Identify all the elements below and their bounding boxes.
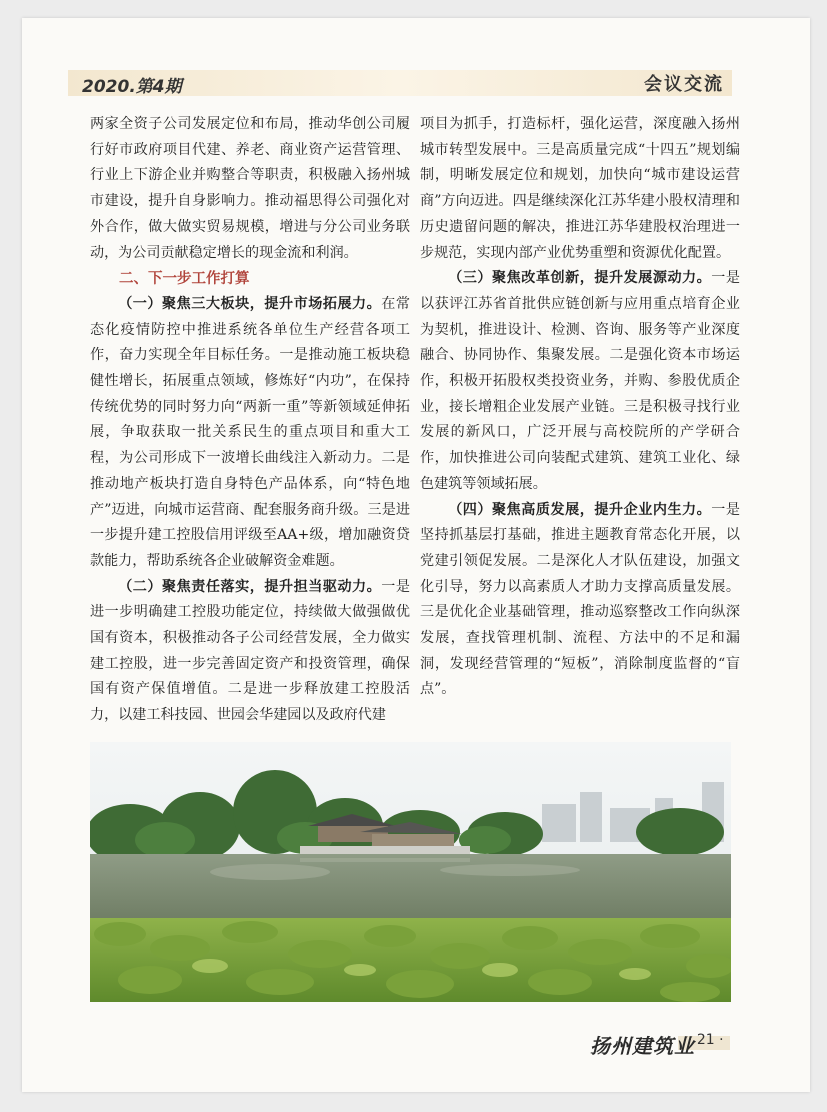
left-paragraph-3 xyxy=(90,575,410,729)
paragraph-body: 一是进一步明确建工控股功能定位，持续做大做强做优国有资本，积极推动各子公司经营发展，全力做实建工控股，进一步完善固定资产和投资管理，确保国有资产保值增值。二是进一步释放建工控股活力，以建工科技园、世园会华建园以及政府代建 xyxy=(90,578,411,724)
right-column xyxy=(420,112,740,703)
magazine-brand: 扬州建筑业 xyxy=(590,1034,695,1058)
section-heading: 二、下一步工作打算 xyxy=(119,270,250,288)
lake-pavilion-lotus-photo xyxy=(90,742,731,1002)
paragraph-lead: （一）聚焦三大板块，提升市场拓展力。 xyxy=(118,295,382,312)
paragraph-lead: （二）聚焦责任落实，提升担当驱动力。 xyxy=(118,578,382,595)
photo-illustration xyxy=(90,742,731,1002)
section-title: 会议交流 xyxy=(644,74,724,95)
left-column xyxy=(90,112,410,729)
left-paragraph-1: 两家全资子公司发展定位和布局，推动华创公司履行好市政府项目代建、养老、商业资产运营管理、行业上下游企业并购整合等职责，积极融入扬州城市建设，提升自身影响力。推动福思得公司强化对外合作，做大做实贸易规模，增进与分公司业务联动，为公司贡献稳定增长的现金流和利润。 xyxy=(90,116,410,261)
right-paragraph-3 xyxy=(420,498,740,704)
page-header xyxy=(68,70,732,96)
issue-label: 2020.第4期 xyxy=(82,77,182,97)
page-number: · 21 · xyxy=(688,1032,724,1048)
right-paragraph-1: 项目为抓手，打造标杆，强化运营，深度融入扬州城市转型发展中。三是高质量完成“十四五”规划编制，明晰发展定位和规划，加快向“城市建设运营商”方向迈进。四是继续深化江苏华建小股权清理和历史遗留问题的解决，推进江苏华建股权治理进一步规范，实现内部产业优势重塑和资源优化配置。 xyxy=(420,116,740,261)
paragraph-body: 一是坚持抓基层打基础，推进主题教育常态化开展，以党建引领促发展。二是深化人才队伍建设，加强文化引导，努力以高素质人才助力支撑高质量发展。三是优化企业基础管理，推动巡察整改工作向纵深发展，查找管理机制、流程、方法中的不足和漏洞，发现经营管理的“短板”，消除制度监督的“盲点”。 xyxy=(420,501,741,698)
right-paragraph-2 xyxy=(420,266,740,497)
paragraph-body: 一是以获评江苏省首批供应链创新与应用重点培育企业为契机，推进设计、检测、咨询、服务等产业深度融合、协同协作、集聚发展。二是强化资本市场运作，积极开拓股权类投资业务，并购、参股优质企业，接长增粗企业发展产业链。三是积极寻找行业发展的新风口，广泛开展与高校院所的产学研合作，加快推进公司向装配式建筑、建筑工业化、绿色建筑等领域拓展。 xyxy=(420,270,741,492)
paragraph-body: 在常态化疫情防控中推进系统各单位生产经营各项工作，奋力实现全年目标任务。一是推动施工板块稳健性增长，拓展重点领域，修炼好“内功”，在保持传统优势的同时努力向“两新一重”等新领域延伸拓展，争取获取一批关系民生的重点项目和重大工程，为公司形成下一波增长曲线注入新动力。二是推动地产板块打造自身特色产品体系，向“特色地产”迈进，向城市运营商、配套服务商升级。三是进一步提升建工控股信用评级至AA+级，增加融资贷款能力，帮助系统各企业破解资金难题。 xyxy=(90,295,411,569)
left-paragraph-2 xyxy=(90,292,410,575)
paragraph-lead: （四）聚焦高质发展，提升企业内生力。 xyxy=(448,501,712,518)
paragraph-lead: （三）聚焦改革创新，提升发展源动力。 xyxy=(448,270,712,287)
